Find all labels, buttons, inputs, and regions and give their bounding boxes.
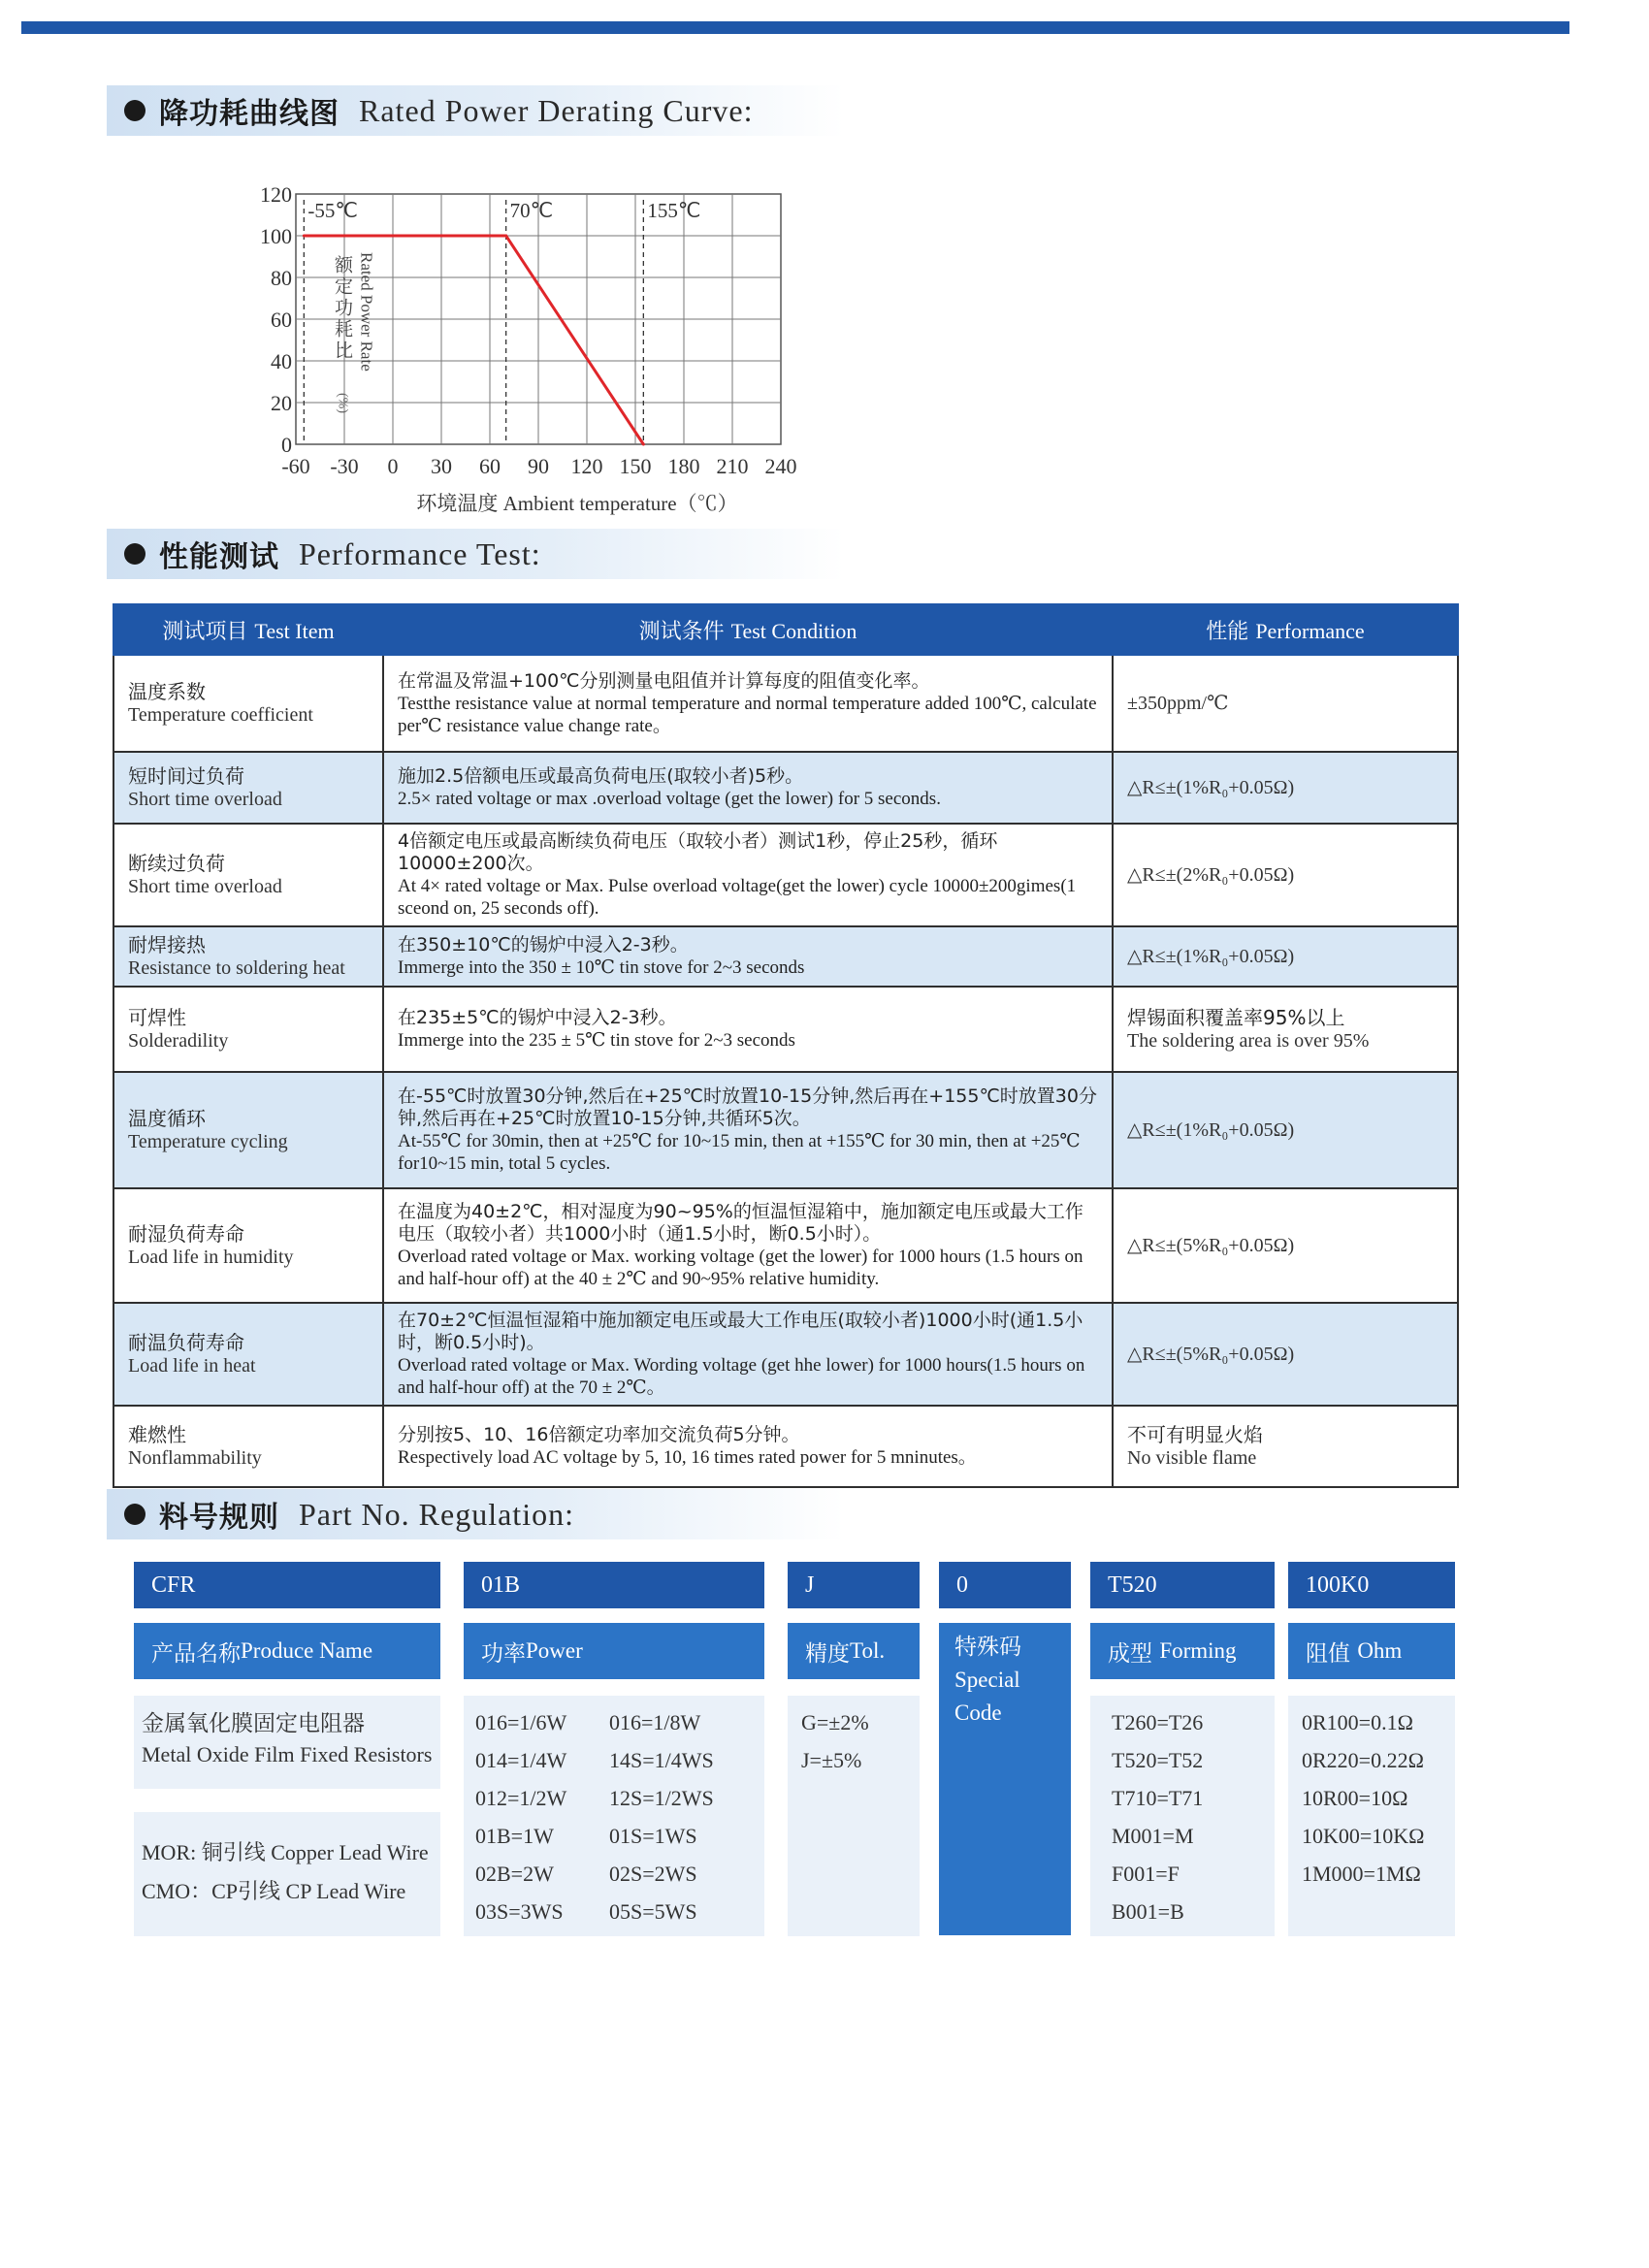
test-condition-en: Testthe resistance value at normal temperature and normal temperature added 100℃, calculate per℃ resistance value change rate。 xyxy=(398,693,1097,736)
table-row xyxy=(113,987,1458,1072)
chart-x-tick-label: 120 xyxy=(570,454,603,478)
chart-y-tick-label: 80 xyxy=(271,266,292,290)
chart-x-tick-label: -60 xyxy=(281,454,310,478)
chart-x-tick-label: 210 xyxy=(716,454,749,478)
chart-point xyxy=(303,235,306,238)
test-item-en: Solderadility xyxy=(128,1030,229,1052)
test-item-en: Temperature cycling xyxy=(128,1131,288,1152)
test-item-en: Nonflammability xyxy=(128,1447,262,1469)
ohm-options xyxy=(1288,1696,1455,1936)
chart-annotation: -55℃ xyxy=(307,199,358,222)
power-option: 016=1/8W xyxy=(609,1710,701,1734)
test-condition-cell xyxy=(383,1406,1113,1487)
section-title-zh: 性能测试 xyxy=(159,540,279,574)
table-header-row xyxy=(113,604,1458,655)
performance-cell xyxy=(1113,987,1458,1072)
test-condition-zh: 在常温及常温+100℃分别测量电阻值并计算每度的阻值变化率。 xyxy=(398,669,930,692)
chart-y-tick-label: 0 xyxy=(281,433,292,457)
ohm-option: 1M000=1MΩ xyxy=(1302,1862,1421,1886)
test-item-en: Temperature coefficient xyxy=(128,704,313,726)
table-row xyxy=(113,655,1458,752)
performance-en: △R≤±(2%R₀+0.05Ω) xyxy=(1127,864,1295,886)
test-item-zh: 难燃性 xyxy=(128,1423,186,1446)
test-condition-cell xyxy=(383,1072,1113,1188)
code-power: 01B xyxy=(464,1562,764,1608)
test-item-zh: 耐焊接热 xyxy=(128,933,206,956)
performance-cell xyxy=(1113,1188,1458,1303)
tolerance-option: G=±2% xyxy=(801,1710,869,1734)
power-option: 02S=2WS xyxy=(609,1862,697,1886)
chart-y-label-zh: 额定功耗比 xyxy=(332,255,353,362)
performance-cell xyxy=(1113,655,1458,752)
test-item-en: Load life in heat xyxy=(128,1355,256,1377)
performance-cell xyxy=(1113,1303,1458,1406)
section-title-performance xyxy=(107,529,844,579)
code-ohm: 100K0 xyxy=(1288,1562,1455,1608)
test-condition-cell xyxy=(383,926,1113,987)
test-item-zh: 耐温负荷寿命 xyxy=(128,1331,244,1354)
performance-en: ±350ppm/℃ xyxy=(1127,693,1229,714)
chart-y-label-en: Rated Power Rate xyxy=(357,252,376,372)
test-item-en: Load life in humidity xyxy=(128,1247,294,1268)
section-title-en: Rated Power Derating Curve: xyxy=(359,92,754,128)
chart-x-tick-label: 180 xyxy=(667,454,700,478)
derating-chart xyxy=(260,175,1222,534)
test-condition-zh: 施加2.5倍额电压或最高负荷电压(取较小者)5秒。 xyxy=(398,765,804,787)
chart-x-axis-label: 环境温度 Ambient temperature（℃） xyxy=(416,492,738,515)
section-title-en: Part No. Regulation: xyxy=(299,1496,574,1532)
header-performance: 性能 Performance xyxy=(1113,604,1458,655)
performance-en: △R≤±(5%R₀+0.05Ω) xyxy=(1127,1344,1295,1365)
test-item-cell xyxy=(113,987,383,1072)
header-produce-name: 产品名称 Produce Name xyxy=(134,1623,440,1679)
test-item-cell xyxy=(113,926,383,987)
forming-option: T710=T71 xyxy=(1112,1786,1204,1810)
performance-en: The soldering area is over 95% xyxy=(1127,1030,1370,1052)
power-option: 016=1/6W xyxy=(475,1710,567,1734)
bullet-icon xyxy=(124,100,146,121)
test-condition-en: Overload rated voltage or Max. Wording voltage (get hhe lower) for 1000 hours(1.5 hours on and half-hour off) at the 70 ± 2℃。 xyxy=(398,1355,1085,1398)
test-item-en: Short time overload xyxy=(128,876,282,897)
power-options xyxy=(464,1696,764,1936)
performance-table xyxy=(113,603,1459,1488)
performance-en: △R≤±(1%R₀+0.05Ω) xyxy=(1127,1119,1295,1141)
test-condition-zh: 在温度为40±2℃，相对湿度为90~95%的恒温恒湿箱中，施加额定电压或最大工作电压（取较小者）共1000小时（通1.5小时，断0.5小时）。 xyxy=(398,1201,1083,1245)
power-option: 05S=5WS xyxy=(609,1899,697,1924)
code-special: 0 xyxy=(939,1562,1071,1608)
test-condition-en: Respectively load AC voltage by 5, 10, 16 times rated power for 5 mninutes。 xyxy=(398,1447,977,1468)
top-blue-bar xyxy=(21,21,1569,34)
test-item-en: Short time overload xyxy=(128,789,282,810)
power-option: 12S=1/2WS xyxy=(609,1786,714,1810)
test-condition-en: At-55℃ for 30min, then at +25℃ for 10~15 min, then at +155℃ for 30 min, then at +25℃ for10~15 min, total 5 cycles. xyxy=(398,1131,1081,1174)
chart-x-tick-label: 90 xyxy=(528,454,549,478)
ohm-option: 10K00=10KΩ xyxy=(1302,1824,1425,1848)
test-condition-cell xyxy=(383,1188,1113,1303)
power-option: 02B=2W xyxy=(475,1862,554,1886)
section-title-en: Performance Test: xyxy=(299,535,541,571)
test-condition-cell xyxy=(383,987,1113,1072)
forming-option: T520=T52 xyxy=(1112,1748,1204,1772)
chart-y-tick-label: 20 xyxy=(271,391,292,415)
table-row xyxy=(113,1303,1458,1406)
test-condition-en: At 4× rated voltage or Max. Pulse overload voltage(get the lower) cycle 10000±200gimes(1 sceond on, 25 seconds off). xyxy=(398,876,1077,919)
test-item-en: Resistance to soldering heat xyxy=(128,957,345,979)
test-item-zh: 耐湿负荷寿命 xyxy=(128,1222,244,1246)
code-product: CFR xyxy=(134,1562,440,1608)
header-power: 功率 Power xyxy=(464,1623,764,1679)
performance-zh: 不可有明显火焰 xyxy=(1127,1423,1263,1446)
performance-cell xyxy=(1113,1406,1458,1487)
header-tolerance: 精度 Tol. xyxy=(788,1623,920,1679)
section-title-zh: 料号规则 xyxy=(159,1501,279,1535)
test-condition-zh: 在350±10℃的锡炉中浸入2-3秒。 xyxy=(398,934,689,956)
lead-wire-cmo: CMO：CP引线 CP Lead Wire xyxy=(142,1879,406,1903)
ohm-option: 0R220=0.22Ω xyxy=(1302,1748,1424,1772)
code-forming: T520 xyxy=(1090,1562,1275,1608)
test-item-zh: 断续过负荷 xyxy=(128,852,225,875)
table-row xyxy=(113,1188,1458,1303)
chart-y-label-unit: (%) xyxy=(335,393,350,413)
chart-x-tick-label: -30 xyxy=(330,454,359,478)
performance-en: △R≤±(1%R₀+0.05Ω) xyxy=(1127,777,1295,798)
test-condition-en: Overload rated voltage or Max. working voltage (get the lower) for 1000 hours (1.5 hours on and half-hour off) at the 40 ± 2℃ and 90~95% relative humidity. xyxy=(398,1247,1083,1289)
performance-en: △R≤±(1%R₀+0.05Ω) xyxy=(1127,946,1295,967)
performance-cell xyxy=(1113,752,1458,824)
test-condition-cell xyxy=(383,1303,1113,1406)
test-item-cell xyxy=(113,655,383,752)
power-option: 014=1/4W xyxy=(475,1748,567,1772)
chart-x-tick-label: 240 xyxy=(764,454,797,478)
lead-wire-mor: MOR: 铜引线 Copper Lead Wire xyxy=(142,1840,429,1864)
forming-option: T260=T26 xyxy=(1112,1710,1204,1734)
test-item-zh: 短时间过负荷 xyxy=(128,764,244,788)
product-name-zh: 金属氧化膜固定电阻器 xyxy=(142,1711,365,1736)
forming-option: B001=B xyxy=(1112,1899,1184,1924)
chart-y-tick-label: 120 xyxy=(260,182,292,207)
test-item-cell xyxy=(113,1303,383,1406)
test-item-cell xyxy=(113,1406,383,1487)
header-test-item: 测试项目 Test Item xyxy=(113,604,383,655)
power-option: 01S=1WS xyxy=(609,1824,697,1848)
chart-annotation: 70℃ xyxy=(509,199,554,222)
chart-y-tick-label: 60 xyxy=(271,308,292,332)
test-item-zh: 温度系数 xyxy=(128,680,206,703)
bullet-icon xyxy=(124,543,146,565)
power-option: 01B=1W xyxy=(475,1824,554,1848)
chart-point xyxy=(504,235,507,238)
performance-cell xyxy=(1113,926,1458,987)
test-condition-cell xyxy=(383,752,1113,824)
ohm-option: 10R00=10Ω xyxy=(1302,1786,1408,1810)
chart-y-axis-label xyxy=(320,247,388,422)
chart-x-tick-label: 30 xyxy=(431,454,452,478)
table-row xyxy=(113,824,1458,926)
performance-en: No visible flame xyxy=(1127,1447,1257,1469)
test-condition-en: Immerge into the 235 ± 5℃ tin stove for 2~3 seconds xyxy=(398,1030,795,1051)
test-condition-zh: 在-55℃时放置30分钟,然后在+25℃时放置10-15分钟,然后再在+155℃时放置30分钟,然后再在+25℃时放置10-15分钟,共循环5次。 xyxy=(398,1085,1097,1129)
section-title-partno xyxy=(107,1489,844,1539)
table-row xyxy=(113,926,1458,987)
table-row xyxy=(113,1406,1458,1487)
performance-cell xyxy=(1113,824,1458,926)
product-name-block xyxy=(134,1696,440,1789)
chart-annotation: 155℃ xyxy=(647,199,701,222)
chart-x-tick-label: 0 xyxy=(387,454,399,478)
power-option: 14S=1/4WS xyxy=(609,1748,714,1772)
test-condition-zh: 在235±5℃的锡炉中浸入2-3秒。 xyxy=(398,1007,677,1028)
table-row xyxy=(113,1072,1458,1188)
test-item-cell xyxy=(113,824,383,926)
test-item-cell xyxy=(113,1188,383,1303)
forming-option: F001=F xyxy=(1112,1862,1180,1886)
header-special-code: 特殊码 Special Code xyxy=(939,1623,1071,1935)
test-condition-zh: 在70±2℃恒温恒湿箱中施加额定电压或最大工作电压(取较小者)1000小时(通1.5小时，断0.5小时)。 xyxy=(398,1310,1083,1353)
test-condition-cell xyxy=(383,655,1113,752)
test-item-cell xyxy=(113,752,383,824)
performance-en: △R≤±(5%R₀+0.05Ω) xyxy=(1127,1235,1295,1256)
power-option: 03S=3WS xyxy=(475,1899,564,1924)
performance-cell xyxy=(1113,1072,1458,1188)
test-condition-en: 2.5× rated voltage or max .overload voltage (get the lower) for 5 seconds. xyxy=(398,789,941,809)
lead-wire-block xyxy=(134,1812,440,1936)
table-row xyxy=(113,752,1458,824)
ohm-option: 0R100=0.1Ω xyxy=(1302,1710,1413,1734)
test-condition-cell xyxy=(383,824,1113,926)
section-title-zh: 降功耗曲线图 xyxy=(159,97,340,131)
chart-y-tick-label: 40 xyxy=(271,349,292,373)
test-item-cell xyxy=(113,1072,383,1188)
chart-x-tick-label: 60 xyxy=(479,454,501,478)
test-condition-en: Immerge into the 350 ± 10℃ tin stove for 2~3 seconds xyxy=(398,957,805,978)
header-forming: 成型 Forming xyxy=(1090,1623,1275,1679)
power-option: 012=1/2W xyxy=(475,1786,567,1810)
test-condition-zh: 分别按5、10、16倍额定功率加交流负荷5分钟。 xyxy=(398,1424,800,1445)
header-ohm: 阻值 Ohm xyxy=(1288,1623,1455,1679)
chart-x-tick-label: 150 xyxy=(619,454,652,478)
product-name-en: Metal Oxide Film Fixed Resistors xyxy=(142,1742,433,1766)
performance-zh: 焊锡面积覆盖率95%以上 xyxy=(1127,1006,1345,1029)
forming-options xyxy=(1090,1696,1275,1936)
code-tolerance: J xyxy=(788,1562,920,1608)
section-title-derating xyxy=(107,85,844,136)
test-condition-zh: 4倍额定电压或最高断续负荷电压（取较小者）测试1秒，停止25秒，循环10000±200次。 xyxy=(398,830,998,874)
header-test-condition: 测试条件 Test Condition xyxy=(383,604,1113,655)
chart-point xyxy=(642,443,645,446)
forming-option: M001=M xyxy=(1112,1824,1194,1848)
test-item-zh: 温度循环 xyxy=(128,1107,206,1130)
test-item-zh: 可焊性 xyxy=(128,1006,186,1029)
chart-y-tick-label: 100 xyxy=(260,224,292,248)
bullet-icon xyxy=(124,1504,146,1525)
tolerance-option: J=±5% xyxy=(801,1748,862,1772)
tolerance-options xyxy=(788,1696,920,1936)
